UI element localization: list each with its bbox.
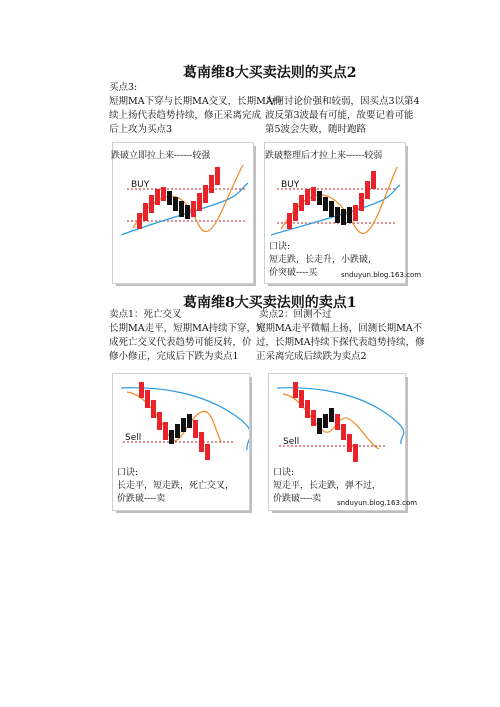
candle xyxy=(305,189,310,205)
top-left-chart xyxy=(113,143,253,283)
candle xyxy=(139,382,144,398)
candle xyxy=(359,193,364,211)
candle xyxy=(353,205,358,221)
candle xyxy=(163,422,168,440)
buy-label: BUY xyxy=(131,180,150,190)
candle xyxy=(293,203,298,221)
candle xyxy=(167,191,172,205)
sell-label: Sell xyxy=(283,437,300,447)
buy-label: BUY xyxy=(281,180,300,190)
candle xyxy=(317,418,322,434)
top-right-chart-panel xyxy=(264,142,422,284)
candle xyxy=(185,205,190,219)
top-right-line-1: 为何讨论价强和较弱，因买点3以第4 xyxy=(265,96,420,107)
bottom-right-line-3: 正采离完成后续跌为卖点2 xyxy=(256,351,367,362)
candle xyxy=(341,424,346,440)
candle xyxy=(187,414,192,428)
candle xyxy=(293,382,298,398)
candle xyxy=(175,424,180,438)
bottom-left-line-2: 成死亡交叉代表趋势可能反转，价 xyxy=(109,337,252,348)
candle xyxy=(215,167,220,185)
bottom-left-heading: 卖点1：死亡交叉 xyxy=(109,309,182,320)
candle xyxy=(317,191,322,205)
candle xyxy=(287,213,292,229)
bottom-left-kouj-line-2: 价跌破----卖 xyxy=(117,494,166,504)
candle xyxy=(193,420,198,438)
candle xyxy=(145,390,150,408)
candle xyxy=(209,175,214,193)
top-kouj-line-1: 短走跌，长走升，小跌破， xyxy=(269,255,378,265)
candle xyxy=(197,193,202,211)
candles-group xyxy=(139,382,210,460)
candle xyxy=(365,181,370,199)
candle xyxy=(305,400,310,418)
candle xyxy=(179,201,184,217)
top-left-chart-panel xyxy=(112,142,254,284)
candle xyxy=(323,414,328,428)
bottom-section-title: 葛南维8大买卖法则的卖点1 xyxy=(183,295,357,311)
bottom-left-kouj-line-1: 长走平，短走跌，死亡交叉， xyxy=(117,481,235,491)
candle xyxy=(149,195,154,213)
bottom-right-line-2: 过，长期MA持续下探代表趋势持续，修 xyxy=(256,337,425,348)
bottom-left-line-1: 长期MA走平，短期MA持续下穿，完 xyxy=(109,323,266,334)
candle xyxy=(353,444,358,462)
candle xyxy=(323,197,328,211)
candle xyxy=(199,432,204,452)
candle xyxy=(329,201,334,217)
bottom-right-line-1: 短期MA走平微幅上扬，回测长期MA不 xyxy=(256,323,423,334)
top-left-line-3: 后上攻为买点3 xyxy=(109,124,173,135)
top-left-heading: 买点3: xyxy=(109,82,138,93)
bottom-right-kouj-line-1: 短走平，长走跌，弹不过， xyxy=(273,481,382,491)
candle xyxy=(299,390,304,408)
candles-group xyxy=(293,382,358,462)
candle xyxy=(155,189,160,205)
top-section-title: 葛南维8大买卖法则的买点2 xyxy=(183,65,357,81)
bottom-right-kouj-title: 口诀: xyxy=(273,468,295,478)
candle xyxy=(311,410,316,426)
candle xyxy=(205,444,210,460)
bottom-right-kouj-line-2: 价跌破----卖 xyxy=(273,494,322,504)
bottom-left-line-3: 修小修正，完成后下跌为卖点1 xyxy=(109,351,239,362)
bottom-watermark: snduyun.blog.163.com xyxy=(337,499,418,507)
candle xyxy=(173,197,178,211)
bottom-right-heading: 卖点2：回测不过 xyxy=(259,309,332,320)
candle xyxy=(151,400,156,418)
bottom-left-chart-panel xyxy=(112,373,250,511)
candle xyxy=(191,201,196,217)
candle xyxy=(371,171,376,189)
top-left-line-1: 短期MA下穿与长期MA交叉，长期MA持 xyxy=(109,96,283,107)
top-left-chart-caption: 跌破立即拉上来------较强 xyxy=(111,151,211,161)
candle xyxy=(311,187,316,201)
candle xyxy=(347,207,352,223)
candle xyxy=(329,408,334,422)
sell-label: Sell xyxy=(125,433,142,443)
candle xyxy=(203,185,208,203)
top-right-line-3: 第5波会失败，随时跑路 xyxy=(265,124,367,135)
top-right-chart-caption: 跌破整理后才拉上来------较弱 xyxy=(265,151,383,161)
top-right-line-2: 波反第3波最有可能，故要记着可能 xyxy=(265,110,414,121)
candle xyxy=(347,434,352,452)
candle xyxy=(335,207,340,223)
candle xyxy=(157,412,162,430)
top-kouj-line-2: 价突破----买 xyxy=(269,268,318,278)
top-kouj-title: 口诀: xyxy=(269,242,291,252)
candle xyxy=(341,209,346,225)
candle xyxy=(335,414,340,430)
bottom-left-kouj-title: 口诀: xyxy=(117,468,139,478)
top-left-line-2: 续上扬代表趋势持续，修正采离完成 xyxy=(109,110,262,121)
top-watermark: snduyun.blog.163.com xyxy=(341,271,422,279)
bottom-right-chart-panel xyxy=(268,373,418,511)
candle xyxy=(161,187,166,201)
candle xyxy=(169,430,174,444)
candle xyxy=(181,418,186,432)
candle xyxy=(143,203,148,221)
candles-group xyxy=(287,171,376,229)
candle xyxy=(299,195,304,211)
candle xyxy=(137,213,142,229)
